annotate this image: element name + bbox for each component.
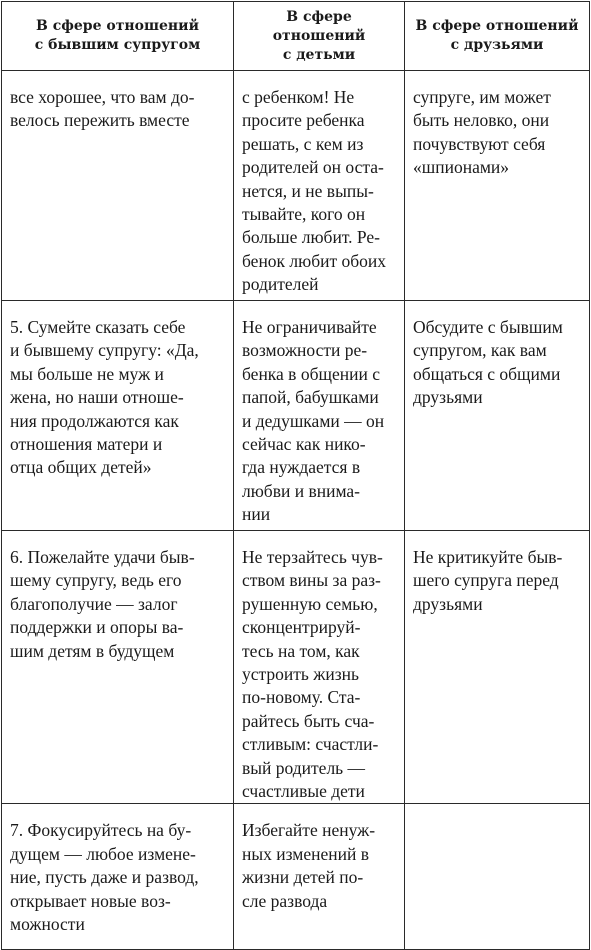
cell-children: с ребенком! Не просите ребенка решать, с кем из родителей он оста- нется, и не выпы- тывайте, кого он больше любит. Ре- бенок любит обоих родителей — [234, 71, 405, 301]
cell-children: Не ограничивайте возможности ре- бенка в общении с папой, бабушками и дедушками — он сейчас как нико- гда нуждается в любви и внима- нии — [234, 301, 405, 531]
cell-ex-spouse: 7. Фокусируйтесь на бу- дущем — любое измене- ние, пусть даже и развод, открывает новые воз- можности — [2, 804, 234, 950]
advice-table — [1, 1, 590, 950]
header-friends: В сфере отношений с друзьями — [405, 2, 590, 71]
table-row — [2, 71, 590, 301]
cell-children: Не терзайтесь чув- ством вины за раз- рушенную семью, сконцентрируй- тесь на том, как устроить жизнь по-новому. Ста- райтесь быть сча- стливым: счастли- вый родитель — счастливые дети — [234, 531, 405, 804]
cell-friends: Не критикуйте быв- шего супруга перед друзьями — [405, 531, 590, 804]
header-ex-spouse: В сфере отношений с бывшим супругом — [2, 2, 234, 71]
header-row — [2, 2, 590, 71]
cell-ex-spouse: 5. Сумейте сказать себе и бывшему супругу: «Да, мы больше не муж и жена, но наши отноше- ния продолжаются как отношения матери и отца общих детей» — [2, 301, 234, 531]
cell-friends — [405, 804, 590, 950]
cell-children: Избегайте ненуж- ных изменений в жизни детей по- сле развода — [234, 804, 405, 950]
cell-friends: Обсудите с бывшим супругом, как вам общаться с общими друзьями — [405, 301, 590, 531]
table-row — [2, 301, 590, 531]
cell-ex-spouse: все хорошее, что вам до- велось пережить вместе — [2, 71, 234, 301]
cell-ex-spouse: 6. Пожелайте удачи быв- шему супругу, ведь его благополучие — залог поддержки и опоры ва- шим детям в будущем — [2, 531, 234, 804]
table-row — [2, 804, 590, 950]
header-children: В сфере отношений с детьми — [234, 2, 405, 71]
table-row — [2, 531, 590, 804]
cell-friends: супруге, им может быть неловко, они почувствуют себя «шпионами» — [405, 71, 590, 301]
